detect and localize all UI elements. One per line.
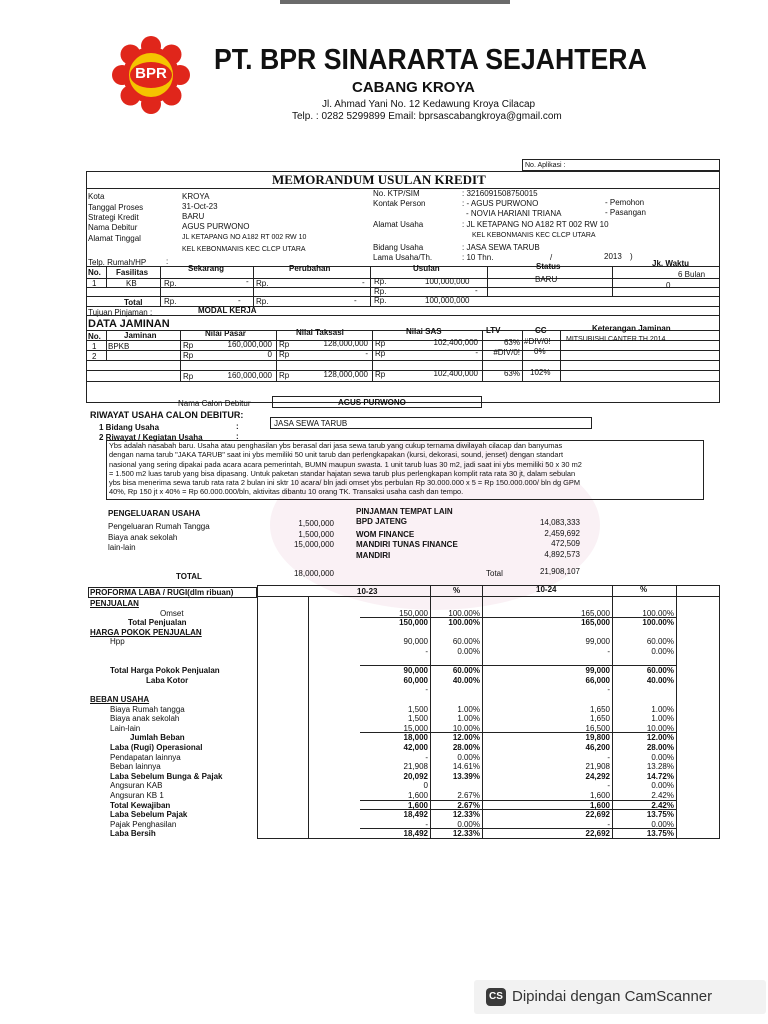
- fac-extra-rp-a: Rp.: [374, 287, 387, 296]
- top-edge-bar: [280, 0, 510, 4]
- pinjaman-item-value: 14,083,333: [539, 518, 580, 527]
- proforma-pct-10-23: 40.00%: [452, 675, 480, 685]
- pf-h-col3: 10-24: [536, 585, 557, 594]
- proforma-subtotal-line: [360, 800, 676, 801]
- jam-h-taksasi: Nilai Taksasi: [296, 328, 344, 337]
- jam-r1-pasar: 160,000,000: [227, 340, 272, 349]
- fac-h-perubahan: Perubahan: [289, 264, 331, 273]
- proforma-value-10-23: -: [425, 819, 428, 829]
- proforma-pct-10-24: 2.42%: [651, 800, 674, 810]
- bidang-usaha-colon: :: [236, 422, 239, 431]
- proforma-pct-10-23: 2.67%: [457, 800, 480, 810]
- fac-total-rp2: Rp.: [256, 297, 269, 306]
- riwayat-title: RIWAYAT USAHA CALON DEBITUR:: [90, 410, 244, 420]
- proforma-value-10-24: 1,600: [589, 800, 610, 810]
- fac-no: 1: [92, 279, 97, 288]
- value-alamat-usaha: : JL KETAPANG NO A182 RT 002 RW 10: [462, 220, 609, 229]
- proforma-subtotal-line: [360, 732, 676, 733]
- proforma-value-10-24: 1,650: [589, 714, 610, 724]
- camscanner-text: Dipindai dengan CamScanner: [512, 988, 713, 1005]
- value-nama: AGUS PURWONO: [182, 222, 250, 231]
- fac-rp1: Rp.: [164, 279, 177, 288]
- proforma-pct-10-23: 0.00%: [457, 647, 480, 656]
- narrative-line: 40%, Rp 150 jt x 40% = Rp 60.000.000/bln, aktivitas dibantu 10 orang TK. Transaksi usaha cash dan tempo.: [109, 487, 464, 496]
- proforma-pct-10-23: 1.00%: [457, 714, 480, 724]
- proforma-pct-10-23: 12.33%: [452, 829, 480, 839]
- proforma-pct-10-23: 12.00%: [452, 733, 480, 743]
- proforma-row-label: Angsuran KB 1: [110, 791, 164, 800]
- proforma-row-label: Laba Sebelum Pajak: [110, 810, 188, 820]
- label-ktp: No. KTP/SIM: [373, 189, 420, 198]
- fac-h-jkwaktu: Jk. Waktu: [652, 259, 690, 268]
- proforma-row-label: Lain-lain: [110, 723, 141, 733]
- jam-r2-rp3: Rp: [375, 349, 386, 358]
- pinjaman-item-label: WOM FINANCE: [356, 530, 415, 539]
- proforma-pct-10-24: 0.00%: [651, 752, 674, 762]
- label-telp: Telp. Rumah/HP: [88, 258, 147, 267]
- pengeluaran-item-value: 1,500,000: [298, 519, 334, 528]
- proforma-pct-10-24: 1.00%: [651, 714, 674, 724]
- narrative-line: Ybs adalah nasabah baru. Usaha atau penghasilan ybs berasal dari jasa sewa tarub yang cukup ternama diwilayah cilacap dan banyumas: [109, 441, 563, 450]
- proforma-row-label: Hpp: [110, 637, 125, 647]
- proforma-value-10-24: -: [607, 752, 610, 762]
- jam-r1-cc: #DIV/0!: [524, 337, 551, 346]
- nama-calon-value: AGUS PURWONO: [338, 398, 406, 407]
- pinjaman-item-value: 472,509: [551, 539, 580, 548]
- company-contact: Telp. : 0282 5299899 Email: bprsascabangkroya@gmail.com: [292, 111, 562, 122]
- proforma-pct-10-23: 10.00%: [452, 723, 480, 733]
- jam-r2-rp2: Rp: [279, 350, 290, 359]
- proforma-pct-10-24: 100.00%: [642, 608, 674, 618]
- fac-total-dash2: -: [354, 296, 357, 305]
- company-address: Jl. Ahmad Yani No. 12 Kedawung Kroya Cilacap: [322, 99, 536, 110]
- fac-total-label: Total: [124, 298, 143, 307]
- fac-h-fasilitas: Fasilitas: [116, 268, 149, 277]
- proforma-value-10-24: -: [607, 647, 610, 656]
- proforma-value-10-24: -: [607, 685, 610, 695]
- jam-t-ltv: 63%: [503, 369, 520, 378]
- nama-calon-label: Nama Calon Debitur: [178, 399, 251, 408]
- proforma-value-10-23: 15,000: [403, 723, 428, 733]
- label-alamat: Alamat Tinggal: [88, 234, 141, 243]
- proforma-value-10-23: -: [425, 647, 428, 656]
- bidang-usaha-label: 1 Bidang Usaha: [99, 423, 160, 432]
- label-lama: Lama Usaha/Th.: [373, 253, 433, 262]
- proforma-value-10-23: -: [425, 685, 428, 695]
- fac-total-rp1: Rp.: [164, 297, 177, 306]
- proforma-pct-10-24: 10.00%: [646, 723, 674, 733]
- proforma-pct-10-24: 13.75%: [646, 810, 674, 820]
- pengeluaran-item-value: 15,000,000: [293, 540, 334, 549]
- proforma-value-10-24: 21,908: [585, 762, 610, 772]
- jam-r1-no: 1: [92, 342, 97, 351]
- fac-dash2: -: [362, 278, 365, 287]
- pinjaman-total-value: 21,908,107: [539, 567, 580, 576]
- proforma-pct-10-23: 100.00%: [448, 608, 480, 618]
- proforma-title: PROFORMA LABA / RUGI(dlm ribuan): [90, 588, 234, 597]
- role-pasangan: - Pasangan: [605, 208, 646, 217]
- pinjaman-item-label: MANDIRI TUNAS FINANCE: [356, 540, 458, 549]
- value-strategi: BARU: [182, 212, 205, 221]
- proforma-row-label: Jumlah Beban: [130, 733, 185, 743]
- proforma-pct-10-23: 12.33%: [452, 810, 480, 820]
- proforma-pct-10-23: 0.00%: [457, 752, 480, 762]
- label-strategi: Strategi Kredit: [88, 213, 139, 222]
- label-alamat-usaha: Alamat Usaha: [373, 220, 424, 229]
- proforma-pct-10-24: 1.00%: [651, 704, 674, 714]
- logo-text: BPR: [135, 65, 167, 82]
- proforma-pct-10-24: 2.42%: [651, 791, 674, 800]
- jam-h-pasar: Nilai Pasar: [205, 329, 246, 338]
- jam-r2-sas: -: [475, 348, 478, 357]
- proforma-pct-10-24: 28.00%: [646, 743, 674, 752]
- tujuan-label: Tujuan Pinjaman :: [88, 308, 153, 317]
- proforma-pct-10-24: 60.00%: [646, 637, 674, 647]
- proforma-value-10-23: 90,000: [403, 637, 428, 647]
- proforma-value-10-23: 42,000: [403, 743, 428, 752]
- proforma-pct-10-23: 13.39%: [452, 771, 480, 781]
- proforma-row-label: Pajak Penghasilan: [110, 819, 177, 829]
- proforma-pct-10-23: 2.67%: [457, 791, 480, 800]
- proforma-subtotal-line: [360, 809, 676, 810]
- proforma-pct-10-24: 40.00%: [646, 675, 674, 685]
- proforma-pct-10-24: 0.00%: [651, 781, 674, 791]
- pf-h-col1: 10-23: [357, 587, 378, 596]
- proforma-pct-10-24: 13.28%: [646, 762, 674, 772]
- fac-total-dash1: -: [238, 296, 241, 305]
- proforma-row-label: Omset: [160, 608, 184, 618]
- proforma-pct-10-24: 13.75%: [646, 829, 674, 839]
- proforma-pct-10-24: 0.00%: [651, 819, 674, 829]
- pinjaman-item-label: MANDIRI: [356, 551, 391, 560]
- jam-h-sas: Nilai SAS: [406, 327, 442, 336]
- value-bidang: : JASA SEWA TARUB: [462, 243, 540, 252]
- jam-t-rp3: Rp: [375, 370, 386, 379]
- proforma-pct-10-23: 0.00%: [457, 819, 480, 829]
- role-pemohon: - Pemohon: [605, 198, 645, 207]
- pinjaman-item-label: BPD JATENG: [356, 517, 407, 526]
- pengeluaran-item-label: Biaya anak sekolah: [108, 533, 178, 542]
- proforma-value-10-24: 165,000: [581, 618, 610, 628]
- camscanner-icon: CS: [486, 988, 506, 1006]
- pinjaman-item-value: 2,459,692: [544, 529, 580, 538]
- jam-t-cc: 102%: [530, 368, 551, 377]
- fac-h-usulan: Usulan: [413, 264, 440, 273]
- fac-jk2: 0: [666, 281, 671, 290]
- fac-h-sekarang: Sekarang: [188, 264, 225, 273]
- proforma-value-10-24: 24,292: [585, 771, 610, 781]
- bidang-usaha-value: JASA SEWA TARUB: [274, 419, 348, 428]
- jaminan-title: DATA JAMINAN: [88, 318, 170, 330]
- form-title: MEMORANDUM USULAN KREDIT: [272, 172, 486, 187]
- jam-r1-sas: 102,400,000: [433, 338, 478, 347]
- proforma-value-10-24: 99,000: [585, 666, 610, 676]
- jam-r2-rp1: Rp: [183, 351, 194, 360]
- pengeluaran-item-label: Pengeluaran Rumah Tangga: [108, 522, 210, 531]
- proforma-pct-10-24: 14.72%: [646, 771, 674, 781]
- proforma-value-10-23: 18,492: [403, 810, 428, 820]
- value-kota: KROYA: [182, 192, 210, 201]
- proforma-row-label: Pendapatan lainnya: [110, 752, 181, 762]
- proforma-value-10-23: 1,600: [407, 800, 428, 810]
- jam-h-jaminan: Jaminan: [124, 331, 157, 340]
- proforma-value-10-24: 16,500: [585, 723, 610, 733]
- jam-r2-no: 2: [92, 352, 97, 361]
- narrative-line: = 1.500 m2 luas tarub yang bisa dipasang. Untuk paketan standar hajatan sewa tarub plus perlengkapan komplit rata rata 30 jt, dalam sebulan: [109, 469, 576, 478]
- fac-total-rp3: Rp.: [374, 296, 387, 305]
- proforma-row-label: Laba Sebelum Bunga & Pajak: [110, 771, 223, 781]
- proforma-pct-10-23: 60.00%: [452, 666, 480, 676]
- value-kontak-2: - NOVIA HARIANI TRIANA: [466, 209, 562, 218]
- proforma-value-10-24: 46,200: [585, 743, 610, 752]
- value-kontak-1: : - AGUS PURWONO: [462, 199, 539, 208]
- proforma-value-10-23: 60,000: [403, 675, 428, 685]
- telp-colon: :: [166, 257, 169, 266]
- proforma-value-10-24: -: [607, 819, 610, 829]
- value-ktp: : 3216091508750015: [462, 189, 538, 198]
- narrative-line: ybs bisa menerima sewa tarub rata rata 2 bulan ini sktr 10 acara/ bln jadi omset ybs perbulan Rp 30.000.000 x 5 = Rp 150.000.000/ bln dg GPM: [109, 478, 581, 487]
- proforma-row-label: Laba (Rugi) Operasional: [110, 743, 203, 752]
- pengeluaran-total-value: 18,000,000: [293, 569, 334, 578]
- jam-r2-ltv: #DIV/0!: [493, 348, 520, 357]
- proforma-row-label: BEBAN USAHA: [90, 695, 150, 704]
- fac-usulan: 100,000,000: [425, 277, 470, 286]
- jam-r2-cc: 0%: [534, 347, 546, 356]
- proforma-value-10-24: 22,692: [585, 829, 610, 839]
- pf-h-col4: %: [640, 585, 648, 594]
- proforma-subtotal-line: [360, 828, 676, 829]
- jam-r1-rp3: Rp: [375, 339, 386, 348]
- proforma-value-10-23: 20,092: [403, 771, 428, 781]
- value-alamat-2: KEL KEBONMANIS KEC CLCP UTARA: [182, 246, 306, 253]
- proforma-value-10-24: 19,800: [585, 733, 610, 743]
- fac-h-status: Status: [536, 262, 561, 271]
- lama-slash: /: [550, 253, 553, 262]
- label-kontak: Kontak Person: [373, 199, 426, 208]
- kegiatan-usaha-colon: :: [236, 432, 239, 441]
- proforma-value-10-24: 165,000: [581, 608, 610, 618]
- proforma-value-10-23: 18,492: [403, 829, 428, 839]
- jam-h-cc: CC: [535, 326, 547, 335]
- tujuan-value: MODAL KERJA: [198, 306, 257, 315]
- proforma-row-label: Laba Bersih: [110, 829, 156, 839]
- proforma-value-10-23: 150,000: [399, 608, 428, 618]
- label-bidang: Bidang Usaha: [373, 243, 424, 252]
- value-tanggal: 31-Oct-23: [182, 202, 218, 211]
- pengeluaran-total-label: TOTAL: [176, 572, 202, 581]
- pf-h-col2: %: [453, 586, 461, 595]
- pinjaman-item-value: 4,892,573: [544, 550, 580, 559]
- jam-r1-ket: MITSUBISHI CANTER TH 2014: [566, 336, 666, 343]
- narrative-line: nasional yang sering dipakai pada acara acara pemerintah, BUMN maupun swasta. 1 unit tarub luas 30 m2, jadi saat ini ybs memiliki 50 x 30 m2: [109, 460, 582, 469]
- kegiatan-usaha-label: 2 Riwayat / Kegiatan Usaha: [99, 433, 203, 442]
- jam-r1-jaminan: BPKB: [108, 342, 130, 351]
- fac-extra-dash-a: -: [475, 286, 478, 295]
- fac-kb: KB: [126, 279, 137, 288]
- proforma-pct-10-23: 60.00%: [452, 637, 480, 647]
- company-name: PT. BPR SINARARTA SEJAHTERA: [214, 44, 647, 76]
- pinjaman-title: PINJAMAN TEMPAT LAIN: [356, 507, 453, 516]
- jam-t-rp2: Rp: [279, 371, 290, 380]
- jam-t-taksasi: 128,000,000: [323, 370, 368, 379]
- jam-r1-rp1: Rp: [183, 341, 194, 350]
- fac-dash1: -: [246, 277, 249, 286]
- value-alamat-usaha-2: KEL KEBONMANIS KEC CLCP UTARA: [472, 232, 596, 239]
- fac-h-no: No.: [88, 268, 101, 277]
- pengeluaran-item-label: lain-lain: [108, 543, 136, 552]
- proforma-row-label: Total Penjualan: [128, 618, 187, 628]
- proforma-value-10-23: 1,600: [407, 791, 428, 800]
- fac-status: BARU: [535, 275, 558, 284]
- proforma-value-10-24: 22,692: [585, 810, 610, 820]
- proforma-pct-10-24: 100.00%: [642, 618, 674, 628]
- proforma-pct-10-23: 1.00%: [457, 704, 480, 714]
- fac-jk1: 6 Bulan: [678, 270, 706, 279]
- proforma-value-10-23: -: [425, 752, 428, 762]
- jam-t-rp1: Rp: [183, 372, 194, 381]
- proforma-value-10-23: 150,000: [399, 618, 428, 628]
- proforma-row-label: HARGA POKOK PENJUALAN: [90, 627, 202, 637]
- proforma-pct-10-23: 28.00%: [452, 743, 480, 752]
- jam-r1-ltv: 63%: [503, 338, 520, 347]
- narrative-line: dengan nama tarub "JAKA TARUB" saat ini ybs memiliki 50 unit tarub dan perlengkapakan (kursi, dekorasi, sound, jenset) dengan standart: [109, 450, 564, 459]
- pengeluaran-item-value: 1,500,000: [298, 530, 334, 539]
- lama-paren: ): [630, 252, 633, 261]
- jam-h-ltv: LTV: [486, 326, 501, 335]
- proforma-value-10-24: 66,000: [585, 675, 610, 685]
- proforma-pct-10-24: 60.00%: [646, 666, 674, 676]
- pengeluaran-title: PENGELUARAN USAHA: [108, 509, 201, 518]
- branch-name: CABANG KROYA: [352, 79, 475, 96]
- value-lama: : 10 Thn.: [462, 253, 494, 262]
- jam-h-no: No.: [88, 332, 101, 341]
- label-kota: Kota: [88, 192, 105, 201]
- label-tanggal: Tanggal Proses: [88, 203, 144, 212]
- proforma-value-10-23: 21,908: [403, 762, 428, 772]
- proforma-row-label: Total Harga Pokok Penjualan: [110, 666, 220, 676]
- fac-rp3: Rp.: [374, 277, 387, 286]
- proforma-row-label: Angsuran KAB: [110, 781, 163, 791]
- fac-rp2: Rp.: [256, 279, 269, 288]
- jam-r2-taksasi: -: [365, 349, 368, 358]
- proforma-row-label: Total Kewajiban: [110, 800, 171, 810]
- proforma-value-10-23: 1,500: [407, 704, 428, 714]
- no-aplikasi-label: No. Aplikasi :: [525, 162, 566, 169]
- jam-t-sas: 102,400,000: [433, 369, 478, 378]
- proforma-value-10-24: 1,650: [589, 704, 610, 714]
- jam-r1-rp2: Rp: [279, 340, 290, 349]
- proforma-value-10-23: 1,500: [407, 714, 428, 724]
- jam-h-ket: Keterangan Jaminan: [592, 324, 671, 333]
- proforma-value-10-24: 1,600: [589, 791, 610, 800]
- proforma-value-10-23: 90,000: [403, 666, 428, 676]
- proforma-subtotal-line: [360, 665, 676, 666]
- jam-r2-pasar: 0: [267, 350, 272, 359]
- proforma-pct-10-24: 12.00%: [646, 733, 674, 743]
- proforma-pct-10-24: 0.00%: [651, 647, 674, 656]
- jam-t-pasar: 160,000,000: [227, 371, 272, 380]
- proforma-value-10-24: 99,000: [585, 637, 610, 647]
- proforma-row-label: Laba Kotor: [146, 675, 189, 685]
- proforma-row-label: PENJUALAN: [90, 599, 139, 608]
- label-nama: Nama Debitur: [88, 223, 138, 232]
- jam-r1-taksasi: 128,000,000: [323, 339, 368, 348]
- proforma-row-label: Biaya Rumah tangga: [110, 704, 185, 714]
- proforma-value-10-23: 0: [423, 781, 428, 791]
- value-alamat: JL KETAPANG NO A182 RT 002 RW 10: [182, 234, 307, 241]
- proforma-row-label: Beban lainnya: [110, 762, 161, 772]
- proforma-pct-10-23: 14.61%: [452, 762, 480, 772]
- pinjaman-total-label: Total: [486, 569, 503, 578]
- proforma-pct-10-23: 100.00%: [448, 618, 480, 628]
- lama-year: 2013: [604, 252, 622, 261]
- fac-total-usulan: 100,000,000: [425, 296, 470, 305]
- proforma-row-label: Biaya anak sekolah: [110, 714, 180, 724]
- proforma-subtotal-line: [360, 617, 676, 618]
- proforma-value-10-23: 18,000: [403, 733, 428, 743]
- proforma-value-10-24: -: [607, 781, 610, 791]
